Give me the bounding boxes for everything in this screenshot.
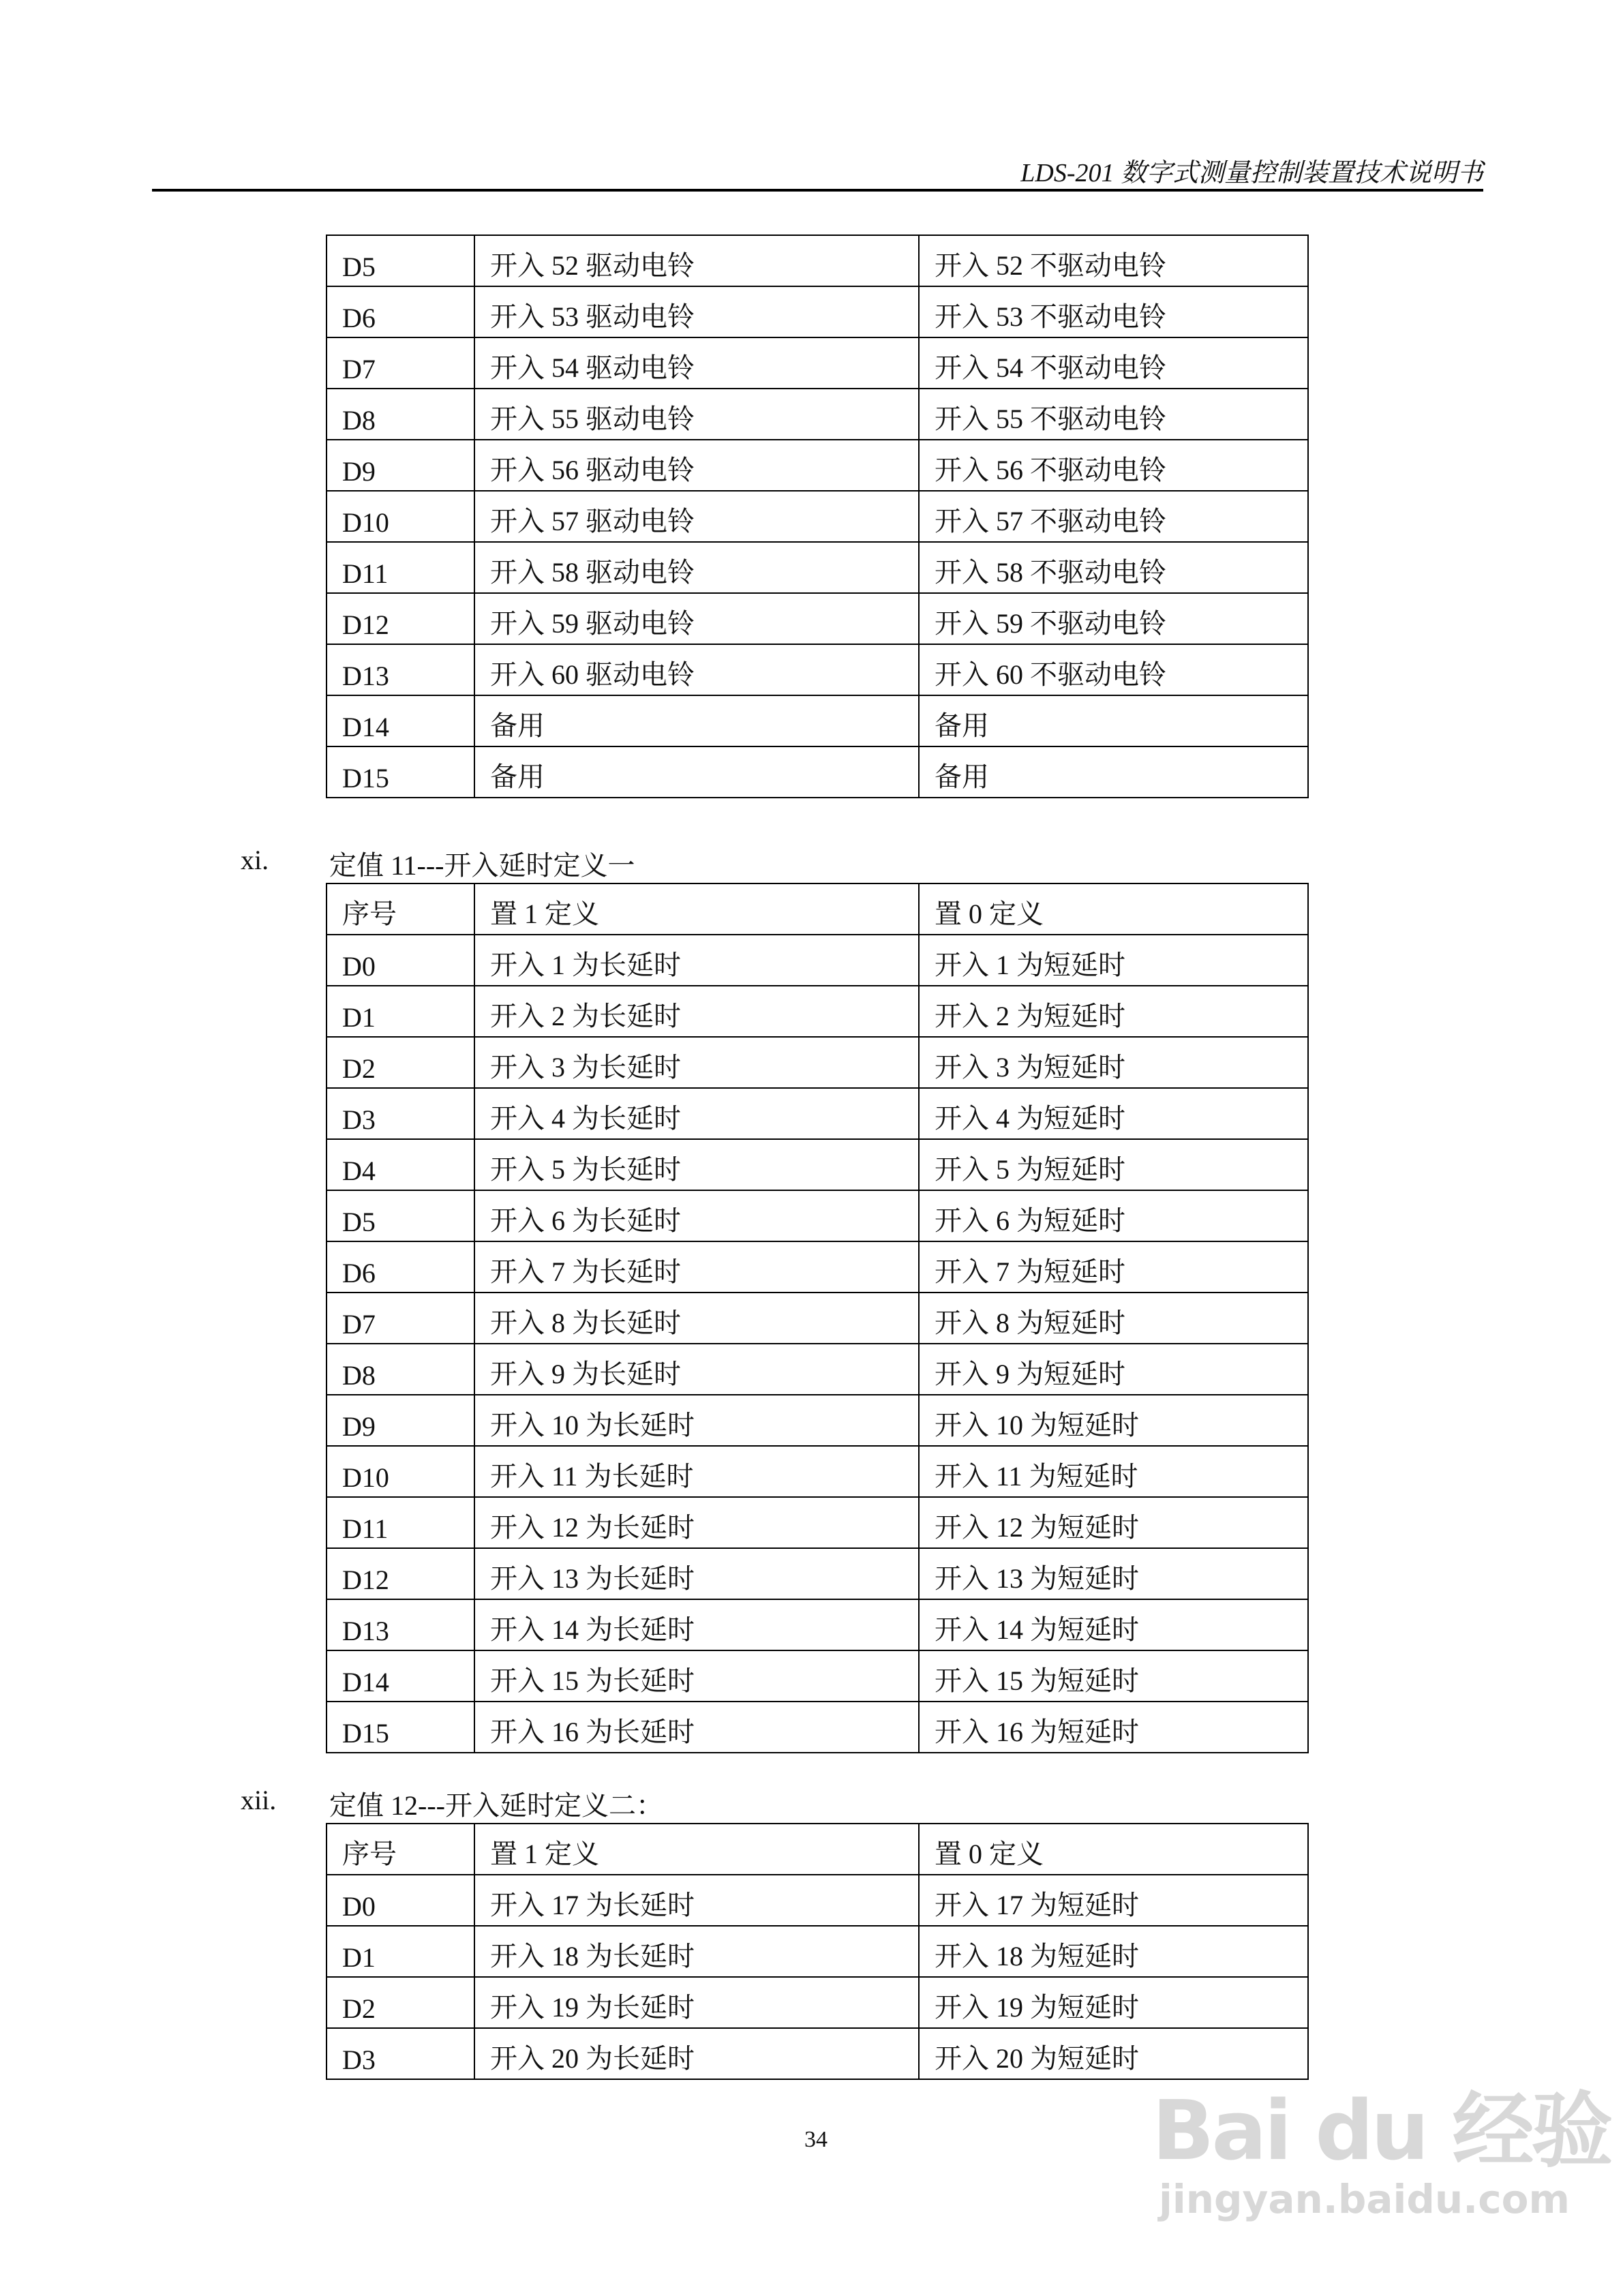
set-0-definition-cell: 开入 60 不驱动电铃 (919, 644, 1308, 695)
section-12-heading (241, 1784, 663, 1823)
table-row (327, 1293, 1308, 1344)
bit-cell: D7 (327, 337, 474, 389)
bit-cell: D12 (327, 1548, 474, 1599)
page-number: 34 (804, 2127, 828, 2152)
set-1-definition-cell: 开入 9 为长延时 (474, 1344, 919, 1395)
table-row (327, 746, 1308, 798)
bit-cell: D0 (327, 1875, 474, 1926)
table-row (327, 542, 1308, 593)
set-0-definition-cell: 开入 54 不驱动电铃 (919, 337, 1308, 389)
set-1-definition-cell: 开入 5 为长延时 (474, 1139, 919, 1190)
table-row (327, 883, 1308, 935)
set-0-definition-cell: 备用 (919, 695, 1308, 746)
set-0-definition-cell: 开入 57 不驱动电铃 (919, 491, 1308, 542)
set-1-definition-cell: 开入 18 为长延时 (474, 1926, 919, 1977)
table-row (327, 644, 1308, 695)
bit-cell: D6 (327, 1241, 474, 1293)
bit-cell: D11 (327, 542, 474, 593)
header-divider (152, 189, 1483, 192)
bit-cell: D3 (327, 1088, 474, 1139)
set-1-definition-cell: 开入 55 驱动电铃 (474, 389, 919, 440)
document-header-title: LDS-201 数字式测量控制装置技术说明书 (1020, 159, 1483, 187)
set-0-definition-cell: 开入 17 为短延时 (919, 1875, 1308, 1926)
bit-cell: D15 (327, 1702, 474, 1753)
section-title: 定值 11---开入延时定义一 (329, 850, 635, 881)
bit-cell: D2 (327, 1977, 474, 2028)
set-0-definition-cell: 开入 52 不驱动电铃 (919, 235, 1308, 286)
table-row (327, 235, 1308, 286)
table-row (327, 1344, 1308, 1395)
table-row (327, 1139, 1308, 1190)
set-1-definition-cell: 备用 (474, 746, 919, 798)
set-0-definition-cell: 开入 4 为短延时 (919, 1088, 1308, 1139)
bit-cell: D5 (327, 1190, 474, 1241)
bit-cell: 序号 (327, 1824, 474, 1875)
set-0-definition-cell: 开入 7 为短延时 (919, 1241, 1308, 1293)
bit-cell: D1 (327, 986, 474, 1037)
table-row (327, 1548, 1308, 1599)
bit-cell: D10 (327, 491, 474, 542)
table-row (327, 1190, 1308, 1241)
bit-cell: D8 (327, 1344, 474, 1395)
set-1-definition-cell: 置 1 定义 (474, 883, 919, 935)
set-1-definition-cell: 开入 60 驱动电铃 (474, 644, 919, 695)
table-row (327, 1088, 1308, 1139)
table-row (327, 1875, 1308, 1926)
set-0-definition-cell: 开入 2 为短延时 (919, 986, 1308, 1037)
bit-cell: D6 (327, 286, 474, 337)
table-row (327, 389, 1308, 440)
set-1-definition-cell: 开入 10 为长延时 (474, 1395, 919, 1446)
set-0-definition-cell: 开入 59 不驱动电铃 (919, 593, 1308, 644)
section-title: 定值 12---开入延时定义二： (329, 1790, 663, 1821)
bit-cell: D3 (327, 2028, 474, 2079)
table-row (327, 286, 1308, 337)
table-row (327, 1977, 1308, 2028)
set-0-definition-cell: 开入 16 为短延时 (919, 1702, 1308, 1753)
set-0-definition-cell: 开入 14 为短延时 (919, 1599, 1308, 1650)
table-row (327, 1037, 1308, 1088)
table-bell-drive (326, 235, 1309, 798)
table-row (327, 1446, 1308, 1497)
set-1-definition-cell: 备用 (474, 695, 919, 746)
set-1-definition-cell: 开入 53 驱动电铃 (474, 286, 919, 337)
set-1-definition-cell: 开入 7 为长延时 (474, 1241, 919, 1293)
set-0-definition-cell: 开入 13 为短延时 (919, 1548, 1308, 1599)
table-row (327, 593, 1308, 644)
set-1-definition-cell: 开入 2 为长延时 (474, 986, 919, 1037)
set-0-definition-cell: 开入 20 为短延时 (919, 2028, 1308, 2079)
set-0-definition-cell: 开入 11 为短延时 (919, 1446, 1308, 1497)
table-row (327, 1702, 1308, 1753)
bit-cell: D13 (327, 644, 474, 695)
set-0-definition-cell: 开入 1 为短延时 (919, 935, 1308, 986)
bit-cell: 序号 (327, 883, 474, 935)
set-1-definition-cell: 开入 20 为长延时 (474, 2028, 919, 2079)
set-0-definition-cell: 开入 12 为短延时 (919, 1497, 1308, 1548)
bit-cell: D4 (327, 1139, 474, 1190)
set-1-definition-cell: 开入 56 驱动电铃 (474, 440, 919, 491)
bit-cell: D14 (327, 1650, 474, 1702)
set-1-definition-cell: 开入 15 为长延时 (474, 1650, 919, 1702)
table-input-delay-2 (326, 1823, 1309, 2080)
table-row (327, 1241, 1308, 1293)
bit-cell: D9 (327, 440, 474, 491)
set-1-definition-cell: 开入 13 为长延时 (474, 1548, 919, 1599)
bit-cell: D11 (327, 1497, 474, 1548)
set-0-definition-cell: 开入 53 不驱动电铃 (919, 286, 1308, 337)
set-0-definition-cell: 开入 15 为短延时 (919, 1650, 1308, 1702)
set-0-definition-cell: 开入 58 不驱动电铃 (919, 542, 1308, 593)
baidu-watermark-logo: Bai du 经验 jingyan.baidu.com (1152, 2084, 1611, 2222)
set-0-definition-cell: 开入 5 为短延时 (919, 1139, 1308, 1190)
bit-cell: D9 (327, 1395, 474, 1446)
set-1-definition-cell: 开入 1 为长延时 (474, 935, 919, 986)
set-1-definition-cell: 开入 54 驱动电铃 (474, 337, 919, 389)
section-11-heading (241, 844, 635, 883)
set-0-definition-cell: 开入 18 为短延时 (919, 1926, 1308, 1977)
table-row (327, 1599, 1308, 1650)
table-row (327, 935, 1308, 986)
set-1-definition-cell: 开入 12 为长延时 (474, 1497, 919, 1548)
bit-cell: D7 (327, 1293, 474, 1344)
table-row (327, 695, 1308, 746)
bit-cell: D15 (327, 746, 474, 798)
set-0-definition-cell: 开入 8 为短延时 (919, 1293, 1308, 1344)
table-row (327, 440, 1308, 491)
set-0-definition-cell: 开入 9 为短延时 (919, 1344, 1308, 1395)
set-1-definition-cell: 开入 6 为长延时 (474, 1190, 919, 1241)
section-number: xi. (241, 845, 269, 875)
table-row (327, 491, 1308, 542)
section-number: xii. (241, 1785, 277, 1815)
table-row (327, 337, 1308, 389)
bit-cell: D5 (327, 235, 474, 286)
set-1-definition-cell: 开入 58 驱动电铃 (474, 542, 919, 593)
set-1-definition-cell: 开入 16 为长延时 (474, 1702, 919, 1753)
set-0-definition-cell: 置 0 定义 (919, 1824, 1308, 1875)
set-0-definition-cell: 开入 10 为短延时 (919, 1395, 1308, 1446)
table-row (327, 986, 1308, 1037)
set-0-definition-cell: 开入 6 为短延时 (919, 1190, 1308, 1241)
bit-cell: D14 (327, 695, 474, 746)
bit-cell: D1 (327, 1926, 474, 1977)
bit-cell: D0 (327, 935, 474, 986)
set-1-definition-cell: 开入 19 为长延时 (474, 1977, 919, 2028)
table-row (327, 1650, 1308, 1702)
table-row (327, 1395, 1308, 1446)
set-1-definition-cell: 开入 8 为长延时 (474, 1293, 919, 1344)
set-0-definition-cell: 开入 56 不驱动电铃 (919, 440, 1308, 491)
set-1-definition-cell: 开入 4 为长延时 (474, 1088, 919, 1139)
set-1-definition-cell: 开入 59 驱动电铃 (474, 593, 919, 644)
set-1-definition-cell: 置 1 定义 (474, 1824, 919, 1875)
table-row (327, 1497, 1308, 1548)
bit-cell: D2 (327, 1037, 474, 1088)
bit-cell: D12 (327, 593, 474, 644)
bit-cell: D13 (327, 1599, 474, 1650)
set-1-definition-cell: 开入 11 为长延时 (474, 1446, 919, 1497)
set-1-definition-cell: 开入 3 为长延时 (474, 1037, 919, 1088)
set-1-definition-cell: 开入 14 为长延时 (474, 1599, 919, 1650)
bit-cell: D8 (327, 389, 474, 440)
set-1-definition-cell: 开入 17 为长延时 (474, 1875, 919, 1926)
set-0-definition-cell: 开入 55 不驱动电铃 (919, 389, 1308, 440)
table-row (327, 1926, 1308, 1977)
set-0-definition-cell: 备用 (919, 746, 1308, 798)
set-0-definition-cell: 置 0 定义 (919, 883, 1308, 935)
set-1-definition-cell: 开入 52 驱动电铃 (474, 235, 919, 286)
table-input-delay-1 (326, 883, 1309, 1753)
set-1-definition-cell: 开入 57 驱动电铃 (474, 491, 919, 542)
table-row (327, 1824, 1308, 1875)
set-0-definition-cell: 开入 3 为短延时 (919, 1037, 1308, 1088)
bit-cell: D10 (327, 1446, 474, 1497)
set-0-definition-cell: 开入 19 为短延时 (919, 1977, 1308, 2028)
